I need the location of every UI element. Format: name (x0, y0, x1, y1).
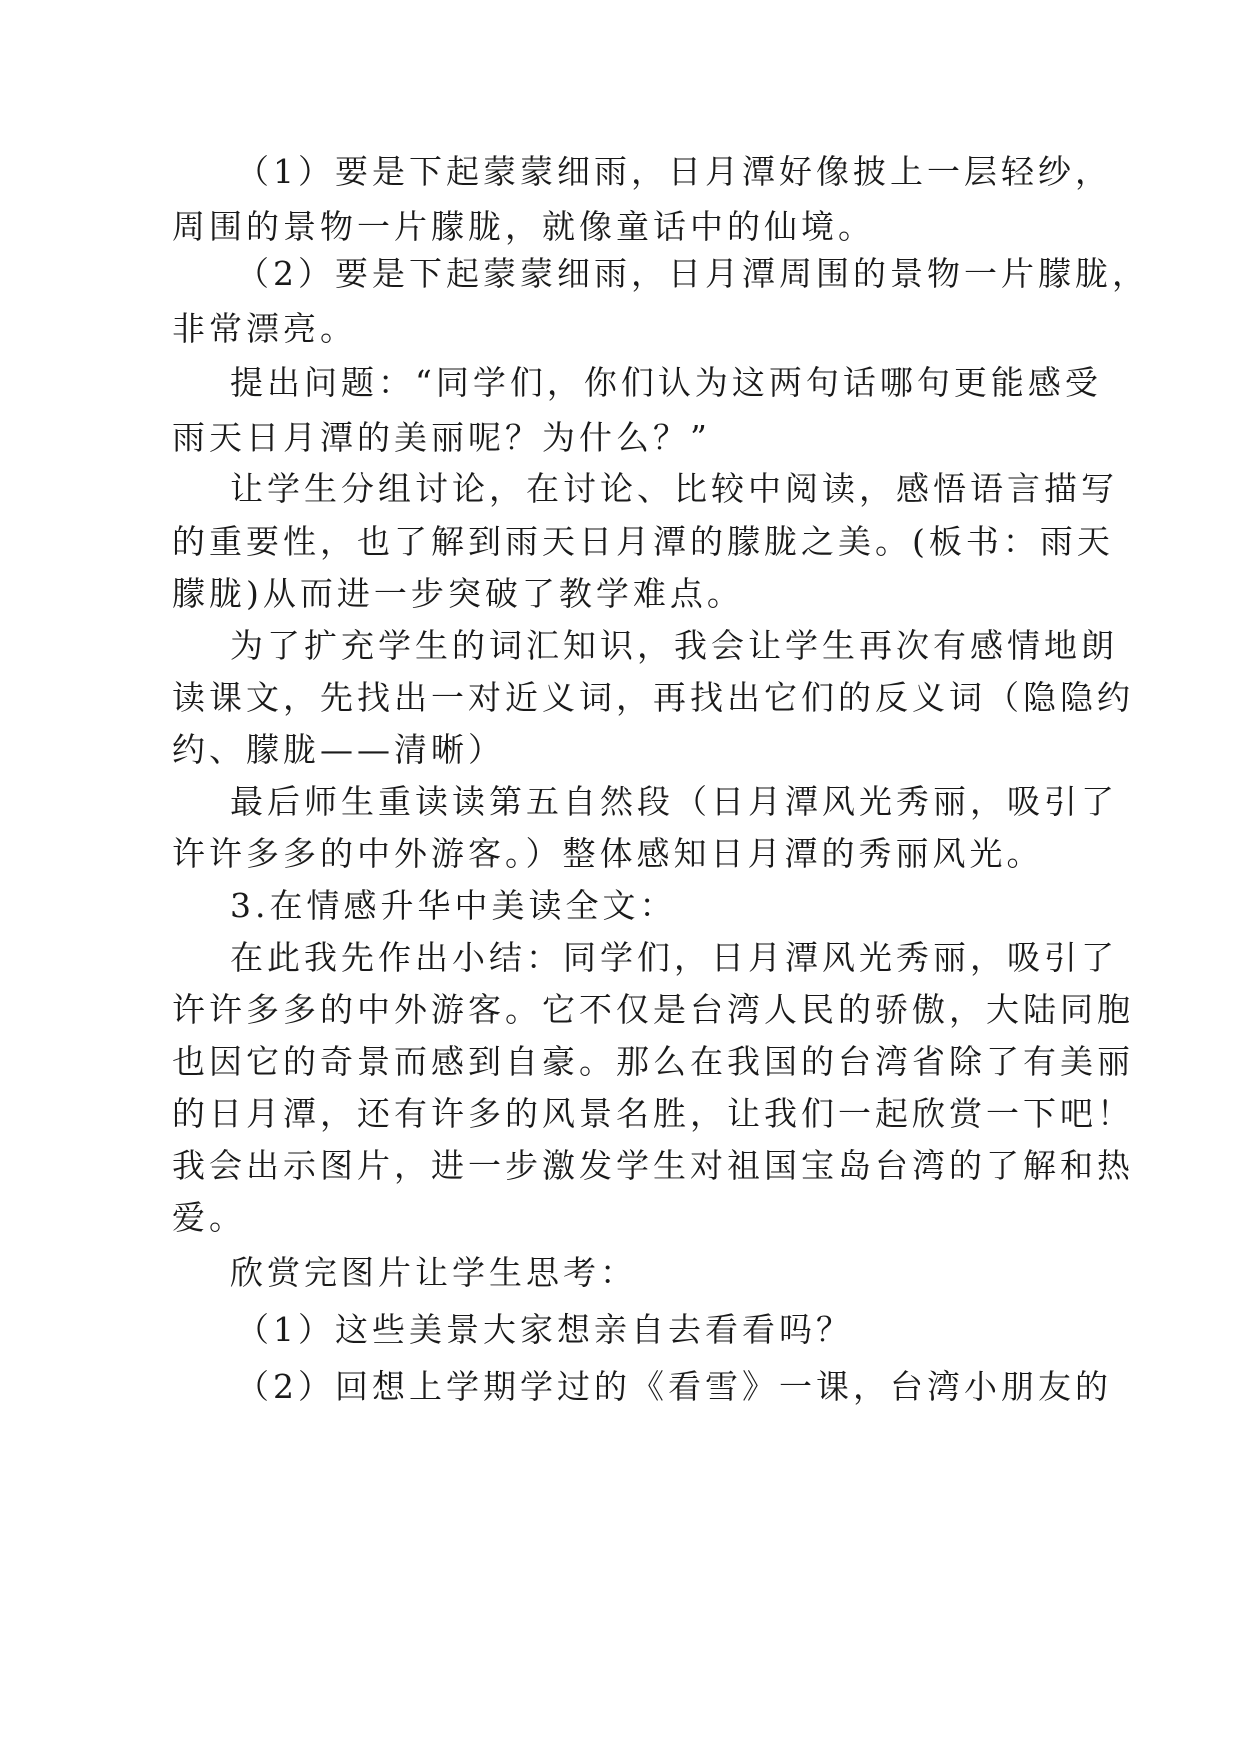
text-line: （2）要是下起蒙蒙细雨，日月潭周围的景物一片朦胧， (236, 254, 1149, 293)
text-line: 读课文，先找出一对近义词，再找出它们的反义词（隐隐约 (172, 678, 1134, 717)
text-line: 的日月潭，还有许多的风景名胜，让我们一起欣赏一下吧！ (172, 1094, 1134, 1133)
text-line: （2）回想上学期学过的《看雪》一课，台湾小朋友的 (236, 1367, 1112, 1406)
text-line: 在此我先作出小结：同学们，日月潭风光秀丽，吸引了 (230, 938, 1118, 977)
text-line: 约、朦胧——清晰） (172, 730, 505, 769)
text-line: 我会出示图片，进一步激发学生对祖国宝岛台湾的了解和热 (172, 1146, 1134, 1185)
text-line: 欣赏完图片让学生思考： (230, 1253, 637, 1292)
text-line: 许许多多的中外游客。）整体感知日月潭的秀丽风光。 (172, 834, 1044, 873)
text-line: 周围的景物一片朦胧，就像童话中的仙境。 (172, 207, 875, 246)
text-line: 提出问题：“同学们，你们认为这两句话哪句更能感受 (230, 363, 1102, 402)
text-line: （1）这些美景大家想亲自去看看吗？ (236, 1310, 853, 1349)
text-line: 许许多多的中外游客。它不仅是台湾人民的骄傲，大陆同胞 (172, 990, 1134, 1029)
text-line: 非常漂亮。 (172, 309, 357, 348)
text-line: 也因它的奇景而感到自豪。那么在我国的台湾省除了有美丽 (172, 1042, 1134, 1081)
text-line: 雨天日月潭的美丽呢？为什么？” (172, 418, 711, 457)
text-line: 朦胧)从而进一步突破了教学难点。 (172, 574, 744, 613)
text-line: （1）要是下起蒙蒙细雨，日月潭好像披上一层轻纱， (236, 152, 1112, 191)
text-line: 最后师生重读读第五自然段（日月潭风光秀丽，吸引了 (230, 782, 1118, 821)
text-line: 3.在情感升华中美读全文： (230, 886, 677, 925)
text-line: 爱。 (172, 1198, 246, 1237)
text-line: 的重要性，也了解到雨天日月潭的朦胧之美。(板书：雨天 (172, 522, 1114, 561)
text-line: 让学生分组讨论，在讨论、比较中阅读，感悟语言描写 (230, 469, 1118, 508)
text-line: 为了扩充学生的词汇知识，我会让学生再次有感情地朗 (230, 626, 1118, 665)
